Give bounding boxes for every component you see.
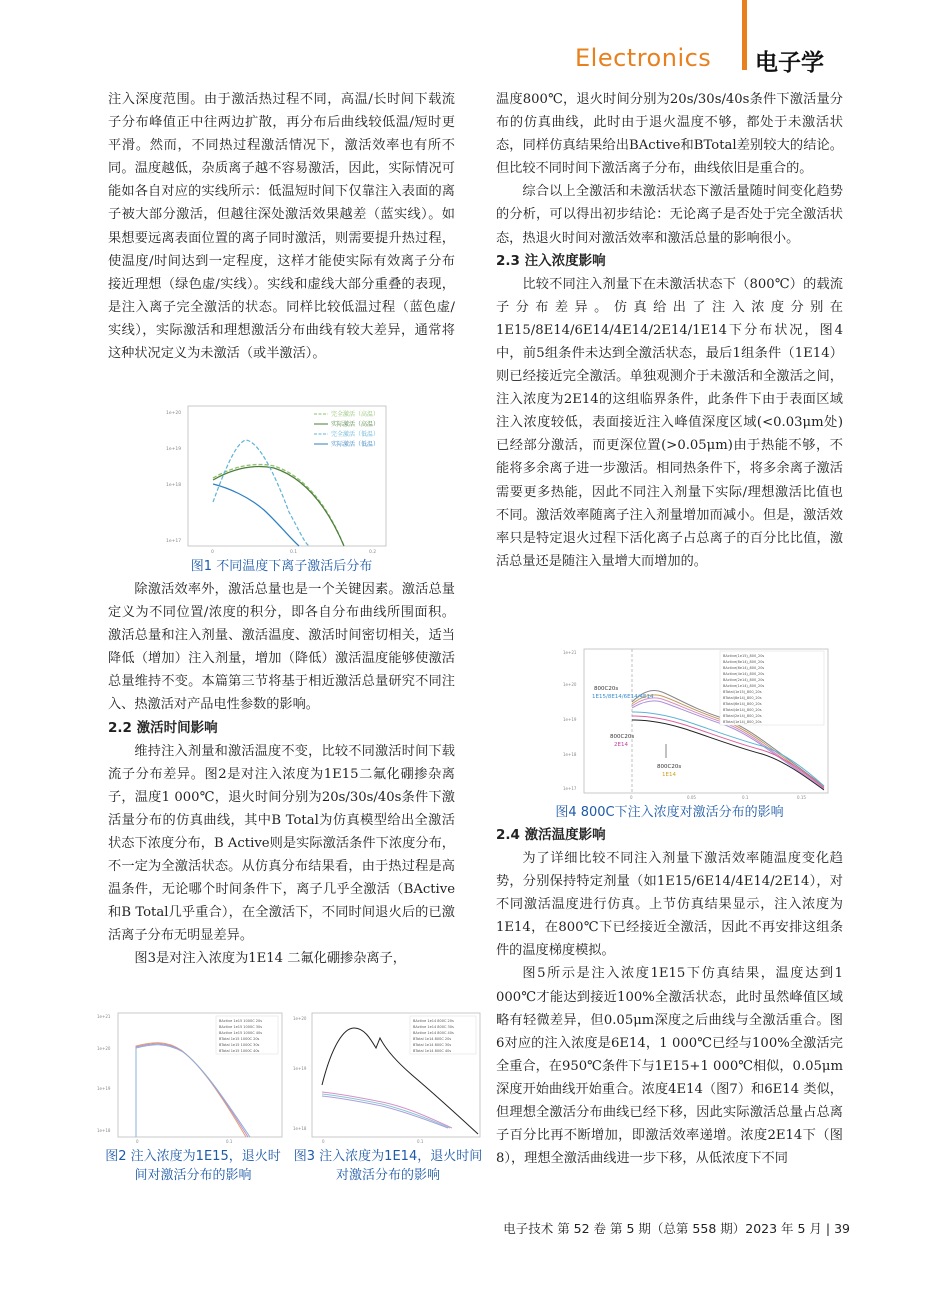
paragraph: 图3是对注入浓度为1E14 二氟化硼掺杂离子，: [134, 951, 406, 967]
curve-active-1e14: [632, 720, 824, 790]
y-tick: 1e+17: [563, 786, 577, 791]
figure-1-legend: [314, 410, 379, 448]
legend-entry: 实际激活（高温）: [331, 421, 380, 428]
section-heading-2-4: 2.4 激活温度影响: [496, 827, 606, 843]
right-column: [496, 88, 843, 573]
y-tick: 1e+19: [563, 717, 577, 722]
y-tick: 1e+18: [97, 1128, 111, 1133]
curve-active-2e14: [632, 716, 824, 788]
page-footer: 电子技术 第 52 卷 第 5 期（总第 558 期）2023 年 5 月 | 39: [503, 1221, 850, 1236]
legend-entry: BActive 1e14 800C 40s: [413, 1031, 454, 1035]
paragraph: 图5所示是注入浓度1E15下仿真结果，温度达到1 000℃才能达到接近100%全激活状态，此时虽然峰值区域略有轻微差异，但0.05μm深度之后曲线与全激活重合。图6对应的注入浓度是6E14，1 000℃已经与100%全激活完全重合，在950℃条件下与1E15+1 000℃相似，0.05μm 深度开始曲线开始重合。浓度4E14（图7）和6E14 类似，但理想全激活分布曲线已经下移，因此实际激活总量占总离子百分比再不断增加，即激活效率递增。浓度2E14下（图8），理想全激活曲线进一步下移，从低浓度下不同: [496, 966, 843, 1167]
curve-full-high-temp: [213, 465, 344, 547]
y-tick: 1e+21: [563, 650, 577, 655]
y-tick: 1e+20: [563, 682, 577, 687]
x-tick: 0.05: [687, 795, 696, 800]
curve-full-low-temp: [213, 440, 309, 546]
x-tick: 0: [136, 1139, 139, 1144]
legend-entry: BTotal 1e14 800C 40s: [413, 1049, 452, 1053]
annotation-label: 1E14: [662, 772, 676, 778]
legend-entry: BActive(4e14)_800_20s: [723, 672, 765, 676]
figure-3-caption: 图3 注入浓度为1E14，退火时间对激活分布的影响: [293, 1149, 483, 1183]
legend-entry: 完全激活（高温）: [331, 411, 380, 418]
curve-actual-high-temp: [213, 467, 344, 547]
legend-entry: BActive(1e14)_800_20s: [723, 684, 765, 688]
curve-active-20s: [136, 1043, 246, 1137]
y-tick: 1e+19: [293, 1066, 307, 1071]
legend-entry: BTotal 1e14 800C 30s: [413, 1043, 452, 1047]
legend-entry: BTotal(6e14)_800_20s: [723, 702, 762, 706]
y-tick: 1e+20: [97, 1046, 111, 1051]
legend-entry: BActive(1e15)_800_20s: [723, 654, 765, 658]
figure-4-caption: 图4 800C下注入浓度对激活分布的影响: [555, 805, 784, 820]
x-tick: 0: [630, 795, 633, 800]
legend-entry: BTotal(1e14)_800_20s: [723, 720, 762, 724]
figure-2: [96, 1010, 286, 1144]
legend-entry: BActive(8e14)_800_20s: [723, 660, 765, 664]
x-tick: 0.1: [417, 1139, 424, 1144]
curve-total-40s: [136, 1045, 250, 1137]
legend-entry: BTotal(1e15)_800_20s: [723, 690, 762, 694]
legend-entry: BTotal 1e15 1000C 40s: [219, 1049, 260, 1053]
left-column-lower: [108, 578, 455, 971]
x-tick: 0: [211, 550, 214, 554]
legend-entry: BTotal(4e14)_800_20s: [723, 708, 762, 712]
y-tick: 1e+20: [293, 1016, 307, 1021]
legend-entry: BActive 1e15 1000C 30s: [219, 1025, 263, 1029]
curve-active-2: [322, 1094, 450, 1128]
figure-3-chart: [292, 1010, 484, 1144]
paragraph: 为了详细比较不同注入剂量下激活效率随温度变化趋势，分别保持特定剂量（如1E15/6E14/4E14/2E14），对不同激活温度进行仿真。上节仿真结果显示，注入浓度为1E14，在800℃下已经接近全激活，因此不再安排这组条件的温度梯度模拟。: [496, 851, 843, 959]
y-tick: 1e+17: [166, 539, 182, 544]
figure-1: [164, 402, 390, 554]
curve-actual-low-temp: [213, 484, 299, 546]
paragraph: 注入深度范围。由于激活热过程不同，高温/长时间下载流子分布峰值正中往两边扩散，再分布后曲线较低温/短时更平滑。然而，不同热过程激活情况下，激活效率也有所不同。温度越低，杂质离子越不容易激活，因此，实际情况可能如各自对应的实线所示：低温短时间下仅靠注入表面的离子被大部分激活，但越往深处激活效果越差（蓝实线）。如果想要远离表面位置的离子同时激活，则需要提升热过程，使温度/时间达到一定程度，这样才能使实际有效离子分布接近理想（绿色虚/实线）。实线和虚线大部分重叠的表现，是注入离子完全激活的状态。同样比较低温过程（蓝色虚/实线），实际激活和理想激活分布曲线有较大差异，通常将这种状况定义为未激活（或半激活）。: [108, 92, 455, 362]
annotation-label: 800C20s: [610, 734, 635, 740]
paragraph: 综合以上全激活和未激活状态下激活量随时间变化趋势的分析，可以得出初步结论：无论离子是否处于完全激活状态，热退火时间对激活效率和激活总量的影响很小。: [496, 184, 843, 246]
figure-2-chart: [96, 1010, 286, 1144]
y-tick: 1e+21: [97, 1014, 111, 1019]
left-column: [108, 88, 455, 365]
annotation-label: 2E14: [614, 742, 628, 748]
y-tick: 1e+18: [166, 483, 182, 488]
x-tick: 0: [322, 1139, 325, 1144]
brand-chinese: 电子学: [755, 50, 824, 76]
legend-entry: 完全激活（低温）: [331, 431, 380, 438]
x-tick: 0.15: [797, 795, 806, 800]
section-heading-2-2: 2.2 激活时间影响: [108, 719, 218, 736]
section-heading-2-3: 2.3 注入浓度影响: [496, 252, 606, 269]
legend-entry: BActive(2e14)_800_20s: [723, 678, 765, 682]
x-tick: 0.1: [742, 795, 749, 800]
legend-entry: 实际激活（低温）: [331, 441, 380, 448]
curve-active-3: [322, 1096, 448, 1128]
figure-3: [292, 1010, 484, 1144]
header-accent-bar: [742, 0, 747, 70]
legend-entry: BTotal 1e15 1000C 30s: [219, 1043, 260, 1047]
legend-entry: BTotal(8e14)_800_20s: [723, 696, 762, 700]
annotation-label: 800C20s: [594, 686, 619, 692]
annotation-label: 1E15/8E14/6E14/4E14: [592, 694, 654, 700]
y-tick: 1e+18: [563, 752, 577, 757]
y-tick: 1e+20: [166, 411, 182, 416]
annotation-label: 800C20s: [657, 764, 682, 770]
y-tick: 1e+18: [293, 1126, 307, 1131]
right-column-lower: [496, 824, 843, 1170]
legend-entry: BTotal(2e14)_800_20s: [723, 714, 762, 718]
legend-entry: BActive 1e14 800C 30s: [413, 1025, 454, 1029]
x-tick: 0.1: [290, 550, 298, 554]
figure-3-legend: [410, 1016, 476, 1054]
legend-entry: BActive 1e14 800C 20s: [413, 1019, 454, 1023]
legend-entry: BActive 1e15 1000C 40s: [219, 1031, 263, 1035]
legend-entry: BTotal 1e14 800C 20s: [413, 1037, 452, 1041]
figure-4-legend: [720, 651, 824, 725]
figure-4-chart: [562, 646, 832, 800]
paragraph: 温度800℃，退火时间分别为20s/30s/40s条件下激活量分布的仿真曲线，此时由于退火温度不够，都处于未激活状态，同样仿真结果给出BActive和BTotal差别较大的结论。但比较不同时间下激活离子分布，曲线依旧是重合的。: [496, 92, 843, 177]
figure-4: [562, 646, 832, 800]
figure-2-caption: 图2 注入浓度为1E15，退火时间对激活分布的影响: [105, 1149, 281, 1183]
legend-entry: BTotal 1e15 1000C 20s: [219, 1037, 260, 1041]
paragraph: 比较不同注入剂量下在未激活状态下（800℃）的载流子分布差异。仿真给出了注入浓度分别在1E15/8E14/6E14/4E14/2E14/1E14下分布状况，图4中，前5组条件未达到全激活状态，最后1组条件（1E14）则已经接近完全激活。单独观测介于未激活和全激活之间，注入浓度为2E14的这组临界条件，此条件下由于表面区域注入浓度较低，表面接近注入峰值深度区域(<0.03μm处)已经部分激活，而更深位置(>0.05μm)由于热能不够，不能将多余离子进一步激活。相同热条件下，将多余离子激活需要更多热能，因此不同注入剂量下实际/理想激活比值也不同。激活效率随离子注入剂量增加而减小。但是，激活效率只是特定退火过程下活化离子占总离子的百分比比值，激活总量还是随注入量增大而增加的。: [496, 276, 843, 569]
figure-1-caption: 图1 不同温度下离子激活后分布: [190, 559, 373, 574]
y-tick: 1e+19: [97, 1086, 111, 1091]
paragraph: 维持注入剂量和激活温度不变，比较不同激活时间下载流子分布差异。图2是对注入浓度为1E15二氟化硼掺杂离子，温度1 000℃，退火时间分别为20s/30s/40s条件下激活量分布的仿真曲线，其中B Total为仿真模型给出全激活状态下浓度分布，B Active则是实际激活条件下浓度分布，不一定为全激活状态。从仿真分布结果看，由于热过程是高温条件，无论哪个时间条件下，离子几乎全激活（BActive和B Total几乎重合），在全激活下，不同时间退火后的已激活离子分布无明显差异。: [108, 743, 455, 944]
paragraph: 除激活效率外，激活总量也是一个关键因素。激活总量定义为不同位置/浓度的积分，即各自分布曲线所围面积。激活总量和注入剂量、激活温度、激活时间密切相关，适当降低（增加）注入剂量，增加（降低）激活温度能够使激活总量维持不变。本篇第三节将基于相近激活总量研究不同注入、热激活对产品电性参数的影响。: [108, 582, 455, 713]
curve-active-30s: [136, 1044, 248, 1137]
x-tick: 0.1: [226, 1139, 233, 1144]
brand-english: Electronics: [575, 44, 712, 72]
figure-2-legend: [216, 1016, 278, 1054]
legend-entry: BActive(6e14)_800_20s: [723, 666, 765, 670]
legend-entry: BActive 1e15 1000C 20s: [219, 1019, 263, 1023]
figure-1-chart: [164, 402, 390, 554]
x-tick: 0.2: [369, 550, 377, 554]
y-tick: 1e+19: [166, 447, 182, 452]
